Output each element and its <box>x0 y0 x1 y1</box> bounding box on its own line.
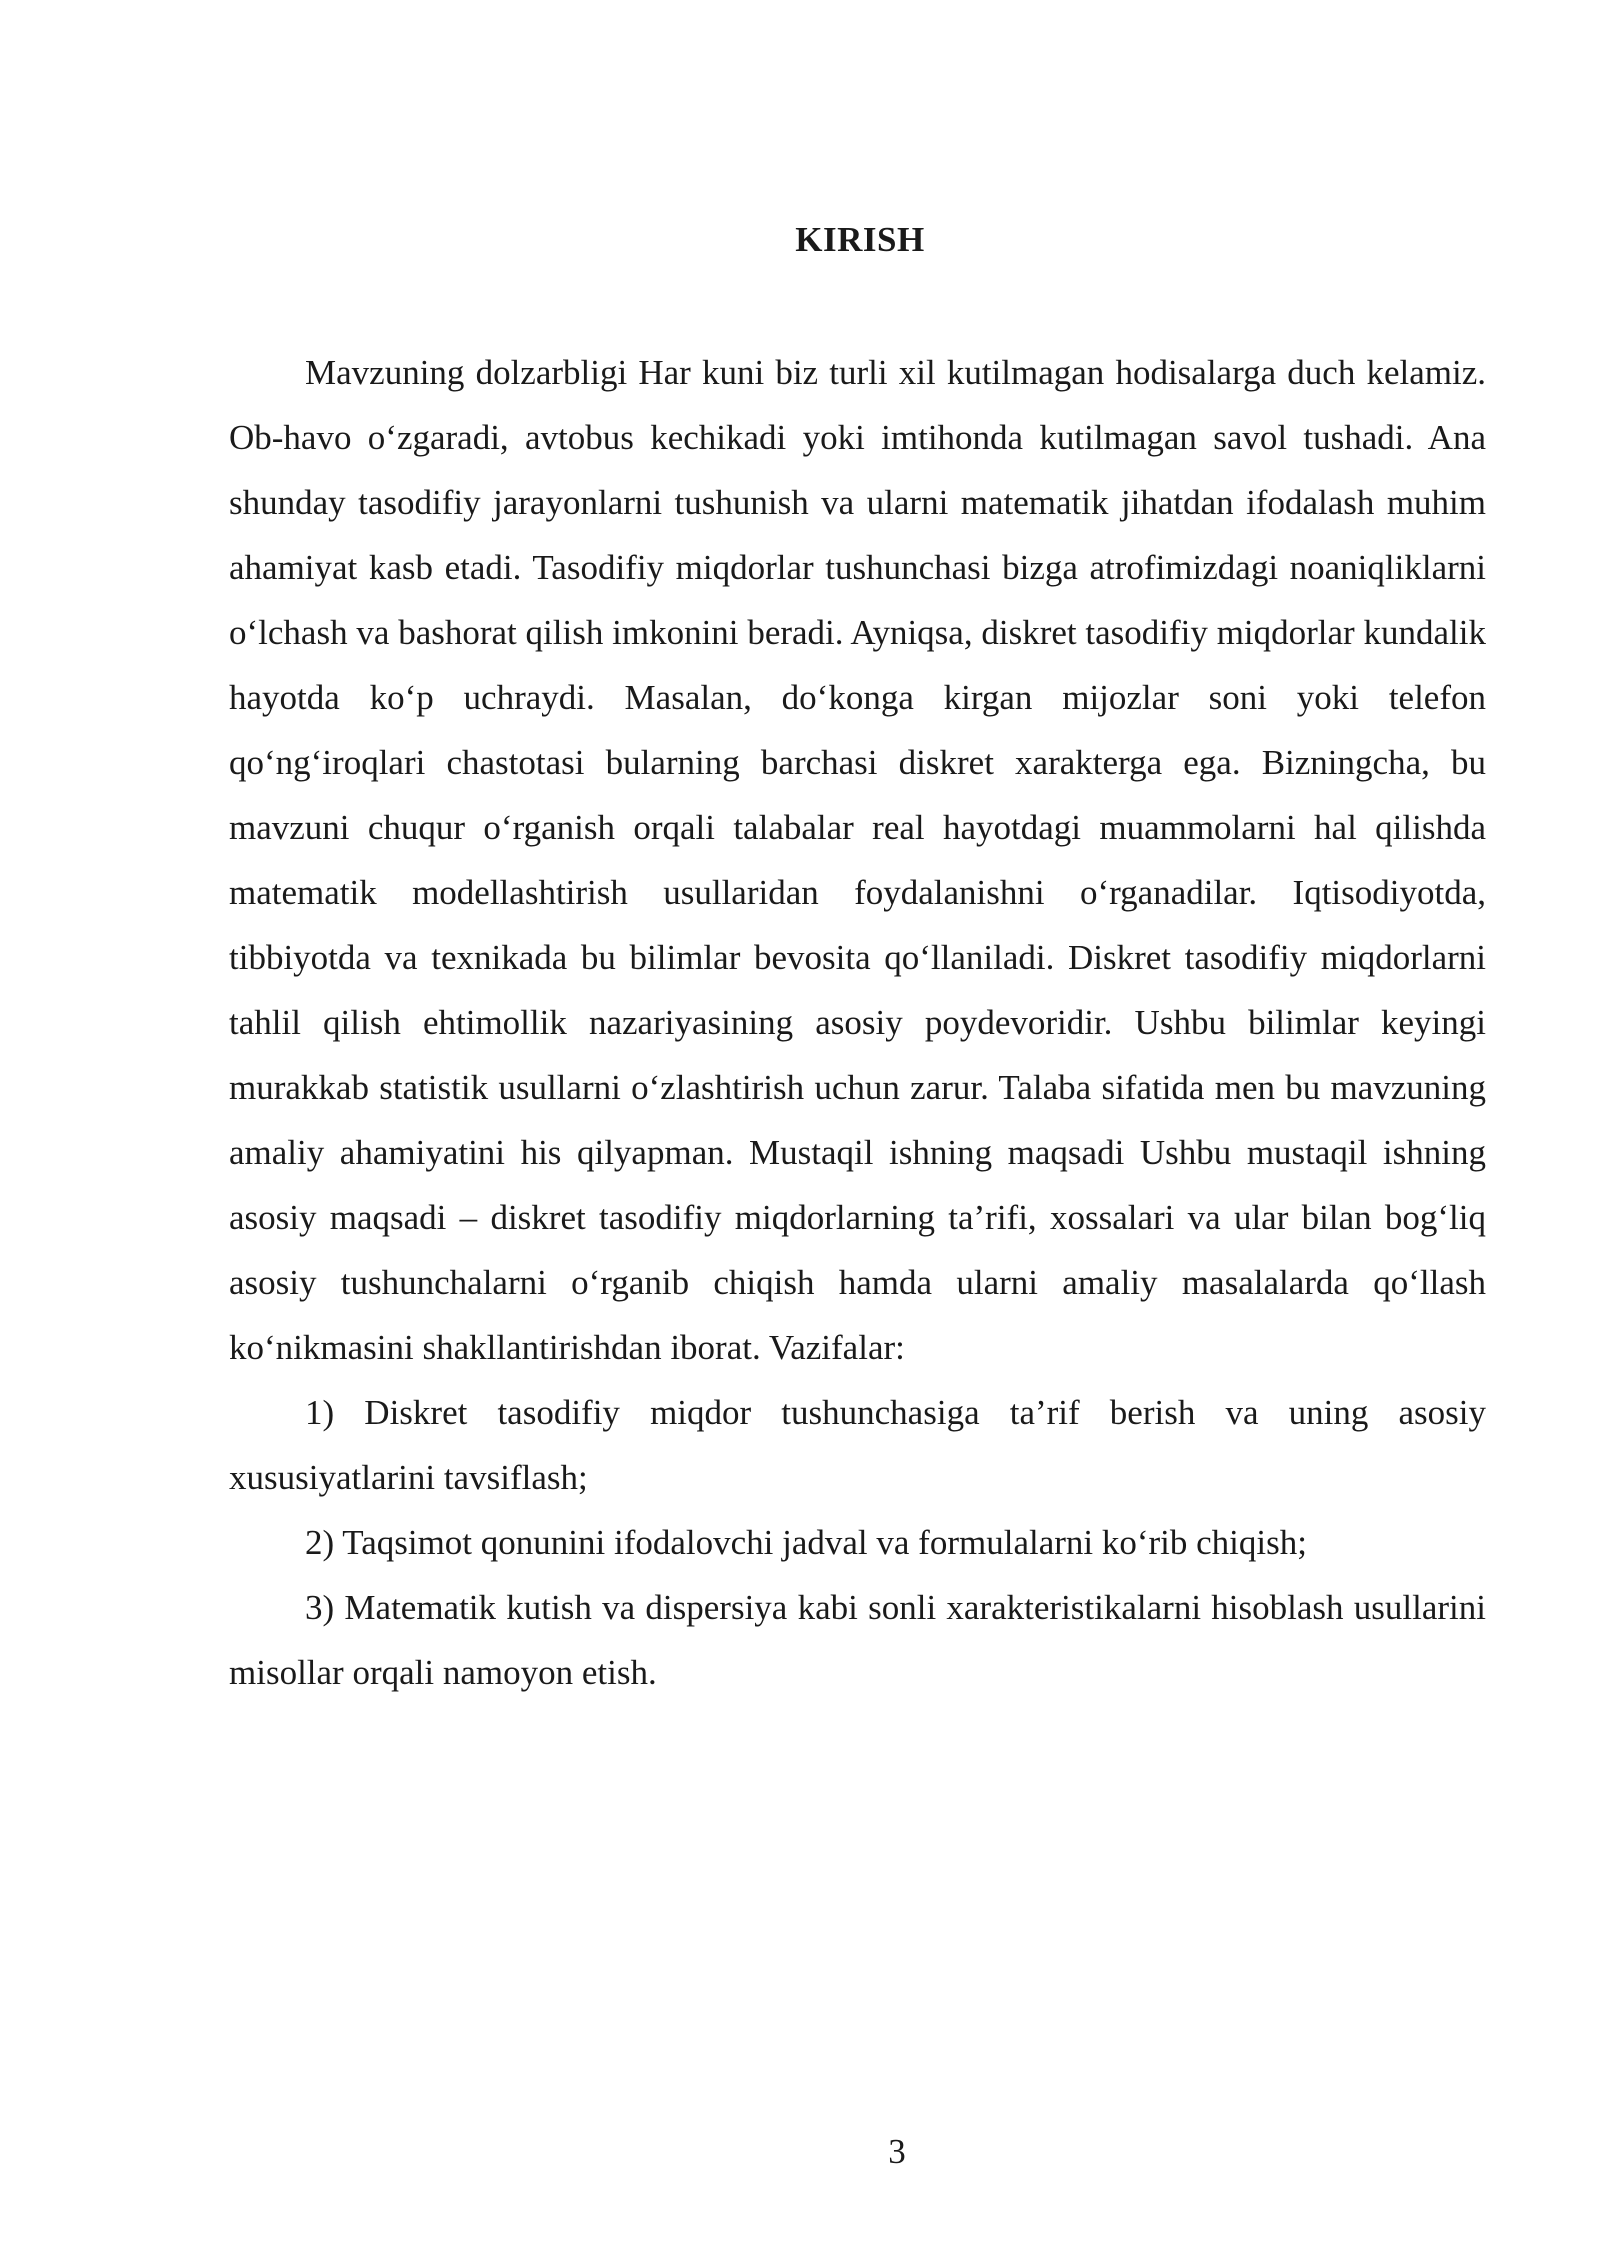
task-item-3: 3) Matematik kutish va dispersiya kabi sonli xarakteristikalarni hisoblash usullarini misollar orqali namoyon etish. <box>229 1588 1486 1692</box>
task-item-2: 2) Taqsimot qonunini ifodalovchi jadval va formulalarni ko‘rib chiqish; <box>305 1523 1307 1562</box>
task-item-1: 1) Diskret tasodifiy miqdor tushunchasiga ta’rif berish va uning asosiy xususiyatlarini tavsiflash; <box>229 1393 1486 1497</box>
page-number: 3 <box>888 2132 906 2171</box>
body-text <box>229 340 1486 1705</box>
intro-paragraph: Mavzuning dolzarbligi Har kuni biz turli xil kutilmagan hodisalarga duch kelamiz. Ob-havo o‘zgaradi, avtobus kechikadi yoki imtihonda kutilmagan savol tushadi. Ana shunday tasodifiy jarayonlarni tushunish va ularni matematik jihatdan ifodalash muhim ahamiyat kasb etadi. Tasodifiy miqdorlar tushunchasi bizga atrofimizdagi noaniqliklarni o‘lchash va bashorat qilish imkonini beradi. Ayniqsa, diskret tasodifiy miqdorlar kundalik hayotda ko‘p uchraydi. Masalan, do‘konga kirgan mijozlar soni yoki telefon qo‘ng‘iroqlari chastotasi bularning barchasi diskret xarakterga ega. Bizningcha, bu mavzuni chuqur o‘rganish orqali talabalar real hayotdagi muammolarni hal qilishda matematik modellashtirish usullaridan foydalanishni o‘rganadilar. Iqtisodiyotda, tibbiyotda va texnikada bu bilimlar bevosita qo‘llaniladi. Diskret tasodifiy miqdorlarni tahlil qilish ehtimollik nazariyasining asosiy poydevoridir. Ushbu bilimlar keyingi murakkab statistik usullarni o‘zlashtirish uchun zarur. Talaba sifatida men bu mavzuning amaliy ahamiyatini his qilyapman. Mustaqil ishning maqsadi Ushbu mustaqil ishning asosiy maqsadi – diskret tasodifiy miqdorlarning ta’rifi, xossalari va ular bilan bog‘liq asosiy tushunchalarni o‘rganib chiqish hamda ularni amaliy masalalarda qo‘llash ko‘nikmasini shakllantirishdan iborat. Vazifalar: <box>229 353 1486 1367</box>
section-heading: KIRISH <box>795 220 925 259</box>
